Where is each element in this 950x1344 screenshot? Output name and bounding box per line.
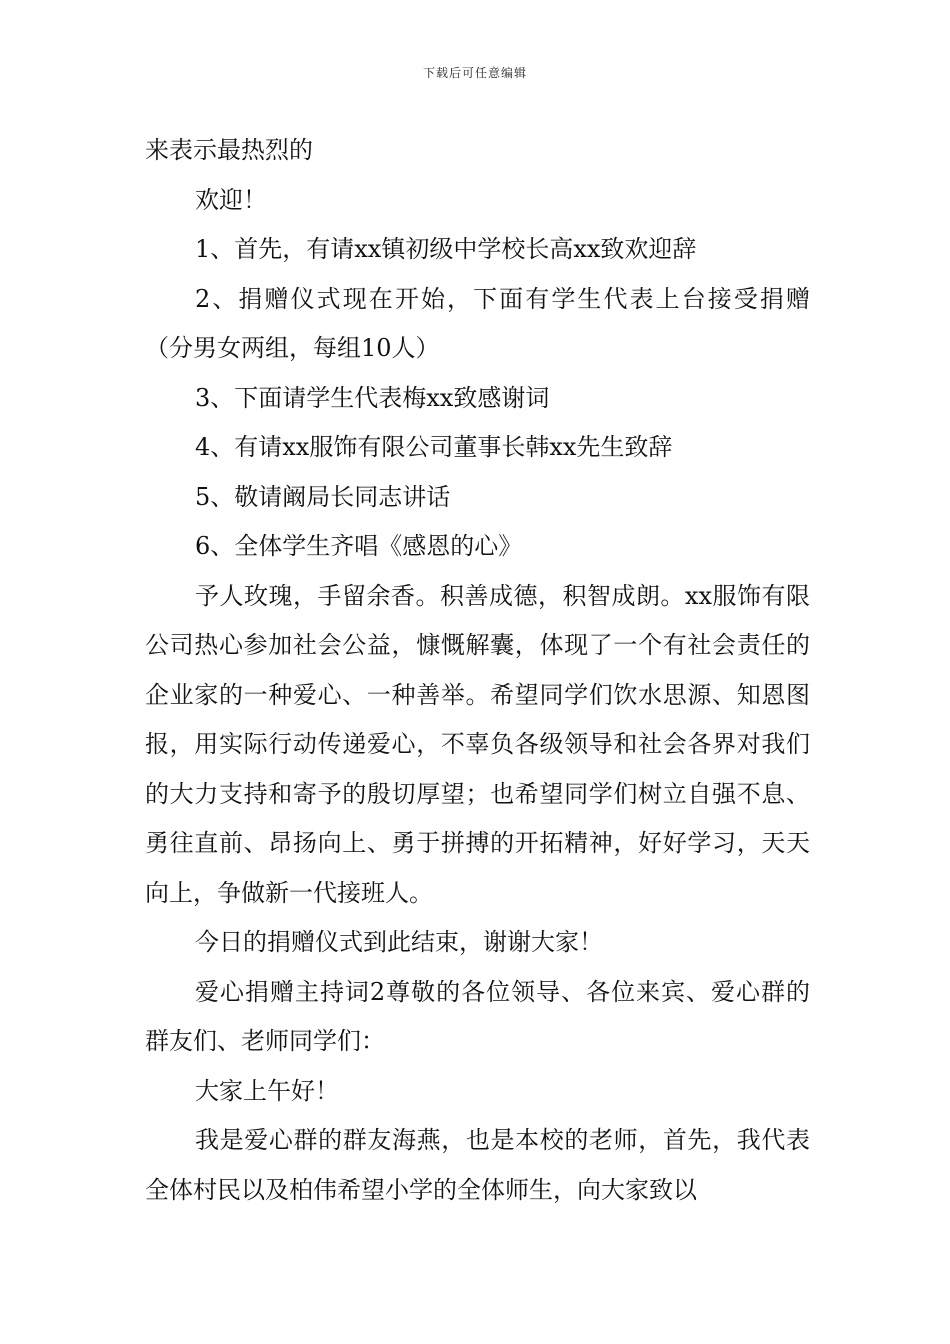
paragraph: 6、全体学生齐唱《感恩的心》	[195, 532, 523, 560]
paragraph: 1、首先，有请xx镇初级中学校长高xx致欢迎辞	[195, 235, 697, 263]
paragraph: 今日的捐赠仪式到此结束，谢谢大家！	[195, 928, 603, 956]
document-body	[145, 126, 810, 1215]
paragraph: 来表示最热烈的	[145, 136, 313, 164]
paragraph: 5、敬请阚局长同志讲话	[195, 482, 451, 511]
paragraph: 欢迎！	[195, 185, 267, 214]
paragraph: 2、捐赠仪式现在开始，下面有学生代表上台接受捐赠（分男女两组，每组10人）	[145, 284, 810, 362]
paragraph: 我是爱心群的群友海燕，也是本校的老师，首先，我代表全体村民以及柏伟希望小学的全体师生，向大家致以	[145, 1126, 810, 1204]
paragraph: 爱心捐赠主持词2尊敬的各位领导、各位来宾、爱心群的群友们、老师同学们：	[145, 977, 810, 1055]
paragraph: 4、有请xx服饰有限公司董事长韩xx先生致辞	[195, 433, 673, 461]
paragraph: 3、下面请学生代表梅xx致感谢词	[195, 383, 550, 412]
paragraph: 予人玫瑰，手留余香。积善成德，积智成朗。xx服饰有限公司热心参加社会公益，慷慨解囊，体现了一个有社会责任的企业家的一种爱心、一种善举。希望同学们饮水思源、知恩图报，用实际行动传递爱心，不辜负各级领导和社会各界对我们的大力支持和寄予的殷切厚望；也希望同学们树立自强不息、勇往直前、昂扬向上、勇于拼搏的开拓精神，好好学习，天天向上，争做新一代接班人。	[145, 581, 810, 907]
header-note: 下载后可任意编辑	[422, 66, 527, 80]
paragraph: 大家上午好！	[195, 1076, 339, 1105]
